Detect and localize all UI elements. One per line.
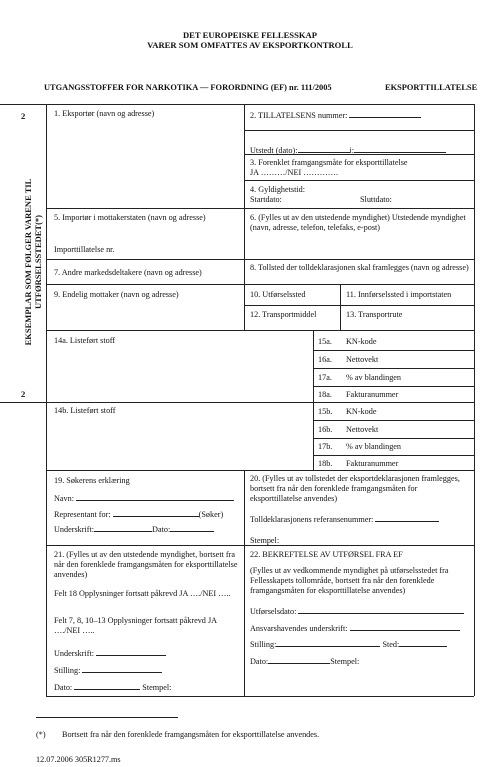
field-21-signature: Underskrift: [54,647,166,659]
field-21-date: Dato: Stempel: [54,683,172,692]
field-3-simplified-procedure: 3. Forenklet framgangsmåte for eksporttillatelse [250,158,408,167]
issued-date-line[interactable] [298,144,350,153]
permit-number-line[interactable] [349,109,421,118]
footnote-mark: (*) [36,730,46,739]
exit-date-line[interactable] [298,605,464,614]
field-21-box-18[interactable]: Felt 18 Opplysninger fortsatt påkrevd JA …./NEI ….. [54,589,231,598]
regulation-subtitle: UTGANGSSTOFFER FOR NARKOTIKA — FORORDNING (EF) nr. 111/2005 [44,83,332,92]
field-16a-number: 16a. [318,355,332,364]
field-21-position: Stilling: [54,664,162,676]
field-18b-number: 18b. [318,459,333,468]
date-line[interactable] [268,655,330,664]
field-2-issued-date: Utstedt (dato): i: [250,144,446,156]
field-2-permit-number: 2. TILLATELSENS nummer: [250,109,421,121]
field-6-issuing-authority: 6. (Fylles ut av den utstedende myndighet) Utstedende myndighet (navn, adresse, telefon, telefaks, e-post) [250,213,466,232]
field-3-yes-no[interactable]: JA ………/NEI …………. [250,168,339,177]
date-line[interactable] [74,681,140,690]
header-line-2: VARER SOM OMFATTES AV EKSPORTKONTROLL [147,40,353,50]
side-strip-label: EKSEMPLAR SOM FØLGER VARENE TIL UTFØRSELSSTEDET(*) [23,178,43,346]
footnote-text: Bortsett fra når den forenklede framgangsmåten for eksporttillatelse anvendes. [62,730,320,739]
field-22-signature: Ansvarshavendes underskrift: [250,622,460,634]
field-16a-net-weight: Nettovekt [346,355,379,364]
field-21-issuing-authority: 21. (Fylles ut av den utstedende myndighet, bortsett fra når den forenklede framgangsmåten for eksporttillatelse anvendes) [54,550,238,579]
field-20-customs-office: 20. (Fylles ut av tollstedet der eksportdeklarasjonen framlegges, bortsett fra når den forenklede framgangsmåten for eksporttillatelse anvendes) [250,474,460,503]
field-22-description: (Fylles ut av vedkommende myndighet på utførselsstedet fra Fellesskapets tollområde, bortsett fra når den forenklede framgangsmåten for eksporttillatelse anvendes) [250,566,449,595]
field-18b-invoice: Fakturanummer [346,459,399,468]
signature-line[interactable] [350,622,460,631]
field-16b-net-weight: Nettovekt [346,425,379,434]
place-line[interactable] [399,638,447,647]
issued-place-line[interactable] [354,144,446,153]
position-line[interactable] [276,638,380,647]
field-19-name: Navn: [54,492,234,504]
side-number-bottom: 2 [21,389,26,399]
side-number-top: 2 [21,111,26,121]
field-22-date: Dato: Stempel: [250,657,360,666]
field-15b-number: 15b. [318,407,333,416]
position-line[interactable] [82,664,162,673]
field-5-import-permit[interactable]: Importtillatelse nr. [54,245,115,254]
date-line[interactable] [170,523,214,532]
header-line-1: DET EUROPEISKE FELLESSKAP [182,30,318,40]
field-4-end-date[interactable]: Sluttdato: [360,195,392,204]
field-5-importer: 5. Importør i mottakerstaten (navn og adresse) [54,213,206,222]
side-strip [21,148,45,376]
reference-line[interactable] [375,513,439,522]
document-type: EKSPORTTILLATELSE [385,83,478,92]
field-17b-number: 17b. [318,442,333,451]
field-7-other-operators: 7. Andre markedsdeltakere (navn og adresse) [54,268,202,277]
field-17a-number: 17a. [318,373,332,382]
field-20-reference: Tolldeklarasjonens referansenummer: [250,513,439,525]
field-19-declaration: 19. Søkerens erklæring [54,476,130,485]
representative-line[interactable] [113,508,199,517]
field-21-box-7-13[interactable]: Felt 7, 8, 10–13 Opplysninger fortsatt påkrevd JA …./NEI ….. [54,616,217,635]
document-reference: 12.07.2006 305R1277.ms [36,755,121,764]
field-8-customs-office: 8. Tollsted der tolldeklarasjonen skal framlegges (navn og adresse) [250,263,469,272]
field-18a-number: 18a. [318,390,332,399]
field-14b-scheduled-substance: 14b. Listeført stoff [54,406,116,415]
field-12-transport-means: 12. Transportmiddel [250,310,317,319]
field-11-entry-point: 11. Innførselssted i importstaten [346,290,452,299]
field-10-exit-point: 10. Utførselssted [250,290,306,299]
field-19-representative: Representant for: (Søker) [54,510,224,519]
field-19-signature: Underskrift: Dato: [54,523,214,535]
field-16b-number: 16b. [318,425,333,434]
field-13-transport-route: 13. Transportrute [346,310,403,319]
field-15a-number: 15a. [318,337,332,346]
field-4-validity: 4. Gyldighetstid: [250,185,306,194]
field-18a-invoice: Fakturanummer [346,390,399,399]
field-15b-cn-code: KN-kode [346,407,377,416]
name-line[interactable] [76,492,234,501]
field-4-start-date[interactable]: Startdato: [250,195,282,204]
field-9-final-consignee: 9. Endelig mottaker (navn og adresse) [54,290,179,299]
field-1-exporter: 1. Eksportør (navn og adresse) [54,109,155,118]
field-17a-percentage: % av blandingen [346,373,402,382]
signature-line[interactable] [96,647,166,656]
field-22-exit-confirmation: 22. BEKREFTELSE AV UTFØRSEL FRA EF [250,550,403,559]
field-20-stamp: Stempel: [250,536,280,545]
field-17b-percentage: % av blandingen [346,442,402,451]
field-15a-cn-code: KN-kode [346,337,377,346]
signature-line[interactable] [94,523,152,532]
field-22-exit-date: Utførselsdato: [250,605,464,617]
footnote-separator [36,717,178,718]
field-22-position: Stilling: Sted: [250,638,447,650]
field-14a-scheduled-substance: 14a. Listeført stoff [54,336,116,345]
